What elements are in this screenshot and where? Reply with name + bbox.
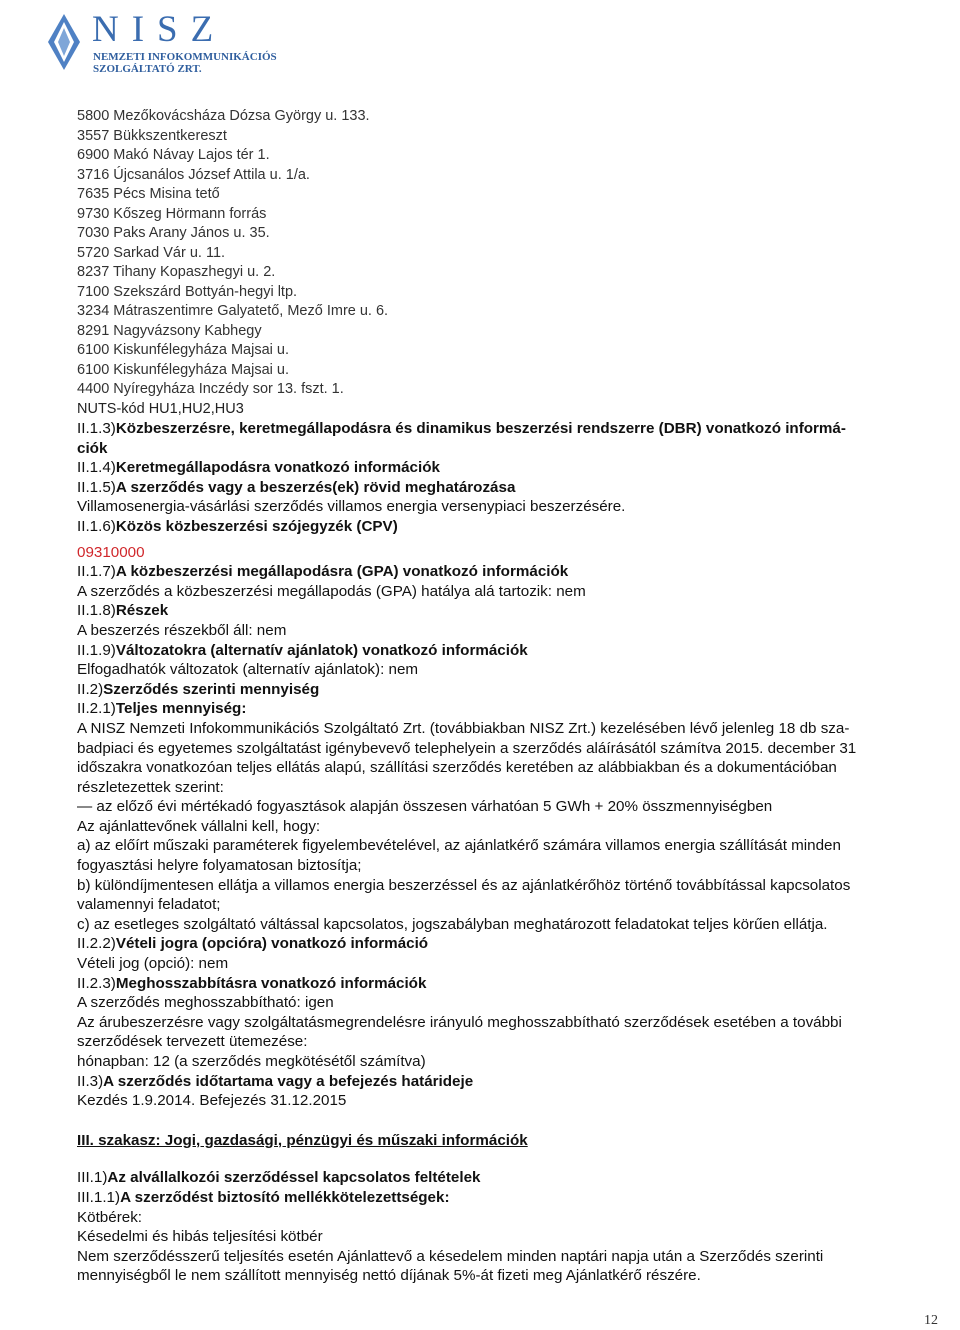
section-heading [77, 1188, 957, 1208]
nuts-code: NUTS-kód HU1,HU2,HU3 [77, 400, 244, 417]
section-heading [77, 562, 957, 582]
section-number: II.1.5) [77, 478, 116, 496]
logo-wordmark: NISZ [92, 9, 227, 50]
section-text: badpiaci és egyetemes szolgáltatást igénybevevő telephelyein a szerződés aláírásától számítva 2015. december 31 [77, 739, 857, 757]
section-text: hónapban: 12 (a szerződés megkötésétől számítva) [77, 1053, 426, 1070]
section-text: Az árubeszerzésre vagy szolgáltatásmegrendelésre irányuló meghosszabbítható szerződések esetében a további [77, 1013, 842, 1031]
section-text: részletezettek szerint: [77, 778, 224, 796]
section-text: valamennyi feladatot; [77, 896, 221, 914]
document-body [77, 107, 957, 1286]
section-title: A közbeszerzési megállapodásra (GPA) vonatkozó információk [115, 563, 569, 581]
section-text: a) az előírt műszaki paraméterek figyelembevételével, az ajánlatkérő számára villamos energia szállítását minden [77, 837, 841, 855]
section-heading [77, 1168, 957, 1188]
section-heading [77, 974, 957, 994]
section-text: szerződések tervezett ütemezése: [77, 1033, 308, 1051]
section-text: időszakra vonatkozóan teljes ellátás alapú, szállítási szerződés keretében az alábbiakban és a dokumentációban [77, 759, 837, 777]
section-title: A szerződést biztosító mellékkötelezettségek: [120, 1188, 450, 1206]
section-number: III.1.1) [77, 1188, 121, 1206]
section-heading [77, 1072, 957, 1092]
section-title: Az alvállalkozói szerződéssel kapcsolatos feltételek [107, 1169, 481, 1187]
section-text: A beszerzés részekből áll: nem [77, 621, 287, 639]
section-title: Teljes mennyiség: [115, 700, 247, 718]
section-title: A szerződés vagy a beszerzés(ek) rövid meghatározása [115, 478, 516, 496]
section-text: Kötbérek: [77, 1208, 143, 1226]
section-text: Az ajánlattevőnek vállalni kell, hogy: [77, 817, 321, 835]
address-line: 4400 Nyíregyháza Inczédy sor 13. fszt. 1. [77, 381, 344, 397]
section-heading [77, 934, 957, 954]
section-number: II.2) [77, 680, 104, 698]
section-heading [77, 601, 957, 621]
section-text: fogyasztási helyre folyamatosan biztosítja; [77, 857, 362, 875]
section-text: b) különdíjmentesen ellátja a villamos energia beszerzéssel és az ajánlatkérőhöz történő továbbítással kapcsolatos [77, 876, 851, 894]
section-heading [77, 478, 957, 498]
address-line: 3557 Bükkszentkereszt [77, 127, 227, 144]
section-number: II.3) [77, 1072, 104, 1090]
address-line: 9730 Kőszeg Hörmann forrás [77, 205, 267, 222]
address-line: 8291 Nagyvázsony Kabhegy [77, 322, 262, 339]
section-heading [77, 458, 957, 478]
address-line: 6100 Kiskunfélegyháza Majsai u. [77, 342, 289, 358]
address-line: 6100 Kiskunfélegyháza Majsai u. [77, 361, 289, 378]
cpv-code: 09310000 [77, 543, 145, 561]
section-number: II.1.6) [77, 517, 116, 535]
address-line: 5800 Mezőkovácsháza Dózsa György u. 133. [77, 108, 370, 124]
section-number: II.1.7) [77, 563, 116, 581]
section-text: — az előző évi mértékadó fogyasztások alapján összesen várhatóan 5 GWh + 20% összmennyiségben [77, 798, 773, 816]
section-title: Változatokra (alternatív ajánlatok) vonatkozó információk [115, 641, 528, 659]
section-text: mennyiségből le nem szállított mennyiség nettó díjának 5%-át fizeti meg Ajánlatkérő részére. [77, 1267, 701, 1285]
section-title: A szerződés időtartama vagy a befejezés határideje [103, 1072, 474, 1090]
section-text: c) az esetleges szolgáltató váltással kapcsolatos, jogszabályban meghatározott feladatokat teljes körűen ellátja. [77, 915, 828, 933]
section-heading [77, 419, 957, 439]
address-line: 3234 Mátraszentimre Galyatető, Mező Imre u. 6. [77, 303, 389, 319]
address-line: 5720 Sarkad Vár u. 11. [77, 244, 226, 261]
nisz-logo-mark-icon [46, 12, 82, 72]
section-text: Kezdés 1.9.2014. Befejezés 31.12.2015 [77, 1092, 347, 1110]
section-heading [77, 699, 957, 719]
page-number: 12 [924, 1313, 938, 1328]
section-title: Részek [115, 602, 169, 620]
address-line: 6900 Makó Návay Lajos tér 1. [77, 147, 270, 163]
section-text: A szerződés meghosszabbítható: igen [77, 994, 334, 1012]
address-line: 7100 Szekszárd Bottyán-hegyi ltp. [77, 283, 298, 300]
section-text: Nem szerződésszerű teljesítés esetén Ajánlattevő a késedelem minden naptári napja után a Szerződés szerinti [77, 1247, 824, 1265]
section-title: Keretmegállapodásra vonatkozó információk [115, 459, 440, 477]
section-text: A szerződés a közbeszerzési megállapodás (GPA) hatálya alá tartozik: nem [77, 582, 586, 600]
logo-subtitle-line-2: SZOLGÁLTATÓ ZRT. [93, 63, 202, 75]
section-text: Vételi jog (opció): nem [77, 955, 229, 973]
section-number: II.1.4) [77, 459, 116, 477]
section-title: Szerződés szerinti mennyiség [103, 680, 320, 698]
section-number: II.2.2) [77, 935, 116, 953]
section-number: II.1.3) [77, 420, 116, 437]
nisz-logo [46, 10, 306, 76]
section-text: Villamosenergia-vásárlási szerződés villamos energia versenypiaci beszerzésére. [77, 498, 626, 516]
section-heading [77, 680, 957, 700]
section-number: II.1.8) [77, 602, 116, 620]
address-line: 7030 Paks Arany János u. 35. [77, 225, 270, 241]
section-title: Meghosszabbításra vonatkozó információk [115, 974, 427, 992]
section-text: A NISZ Nemzeti Infokommunikációs Szolgáltató Zrt. (továbbiakban NISZ Zrt.) kezelésében lévő jelenleg 18 db sza- [77, 719, 850, 737]
section-title: Vételi jogra (opcióra) vonatkozó információ [115, 935, 429, 953]
section-heading [77, 641, 957, 661]
section-title: Közbeszerzésre, keretmegállapodásra és dinamikus beszerzési rendszerre (DBR) vonatkozó informá- [115, 420, 846, 437]
address-line: 7635 Pécs Misina tető [77, 186, 220, 202]
section-text: Elfogadhatók változatok (alternatív ajánlatok): nem [77, 661, 419, 679]
logo-subtitle-line-1: NEMZETI INFOKOMMUNIKÁCIÓS [93, 51, 277, 63]
section-number: III.1) [77, 1169, 108, 1187]
section-number: II.2.1) [77, 700, 116, 718]
section-number: II.1.9) [77, 641, 116, 659]
address-line: 3716 Újcsanálos József Attila u. 1/a. [77, 166, 310, 183]
section-heading [77, 517, 957, 537]
part-title: III. szakasz: Jogi, gazdasági, pénzügyi és műszaki információk [77, 1131, 528, 1149]
section-title: Közös közbeszerzési szójegyzék (CPV) [115, 517, 398, 535]
section-title-continued: ciók [77, 439, 108, 457]
section-text: Késedelmi és hibás teljesítési kötbér [77, 1228, 323, 1246]
section-number: II.2.3) [77, 974, 116, 992]
address-line: 8237 Tihany Kopaszhegyi u. 2. [77, 264, 276, 280]
address-list [77, 107, 957, 400]
